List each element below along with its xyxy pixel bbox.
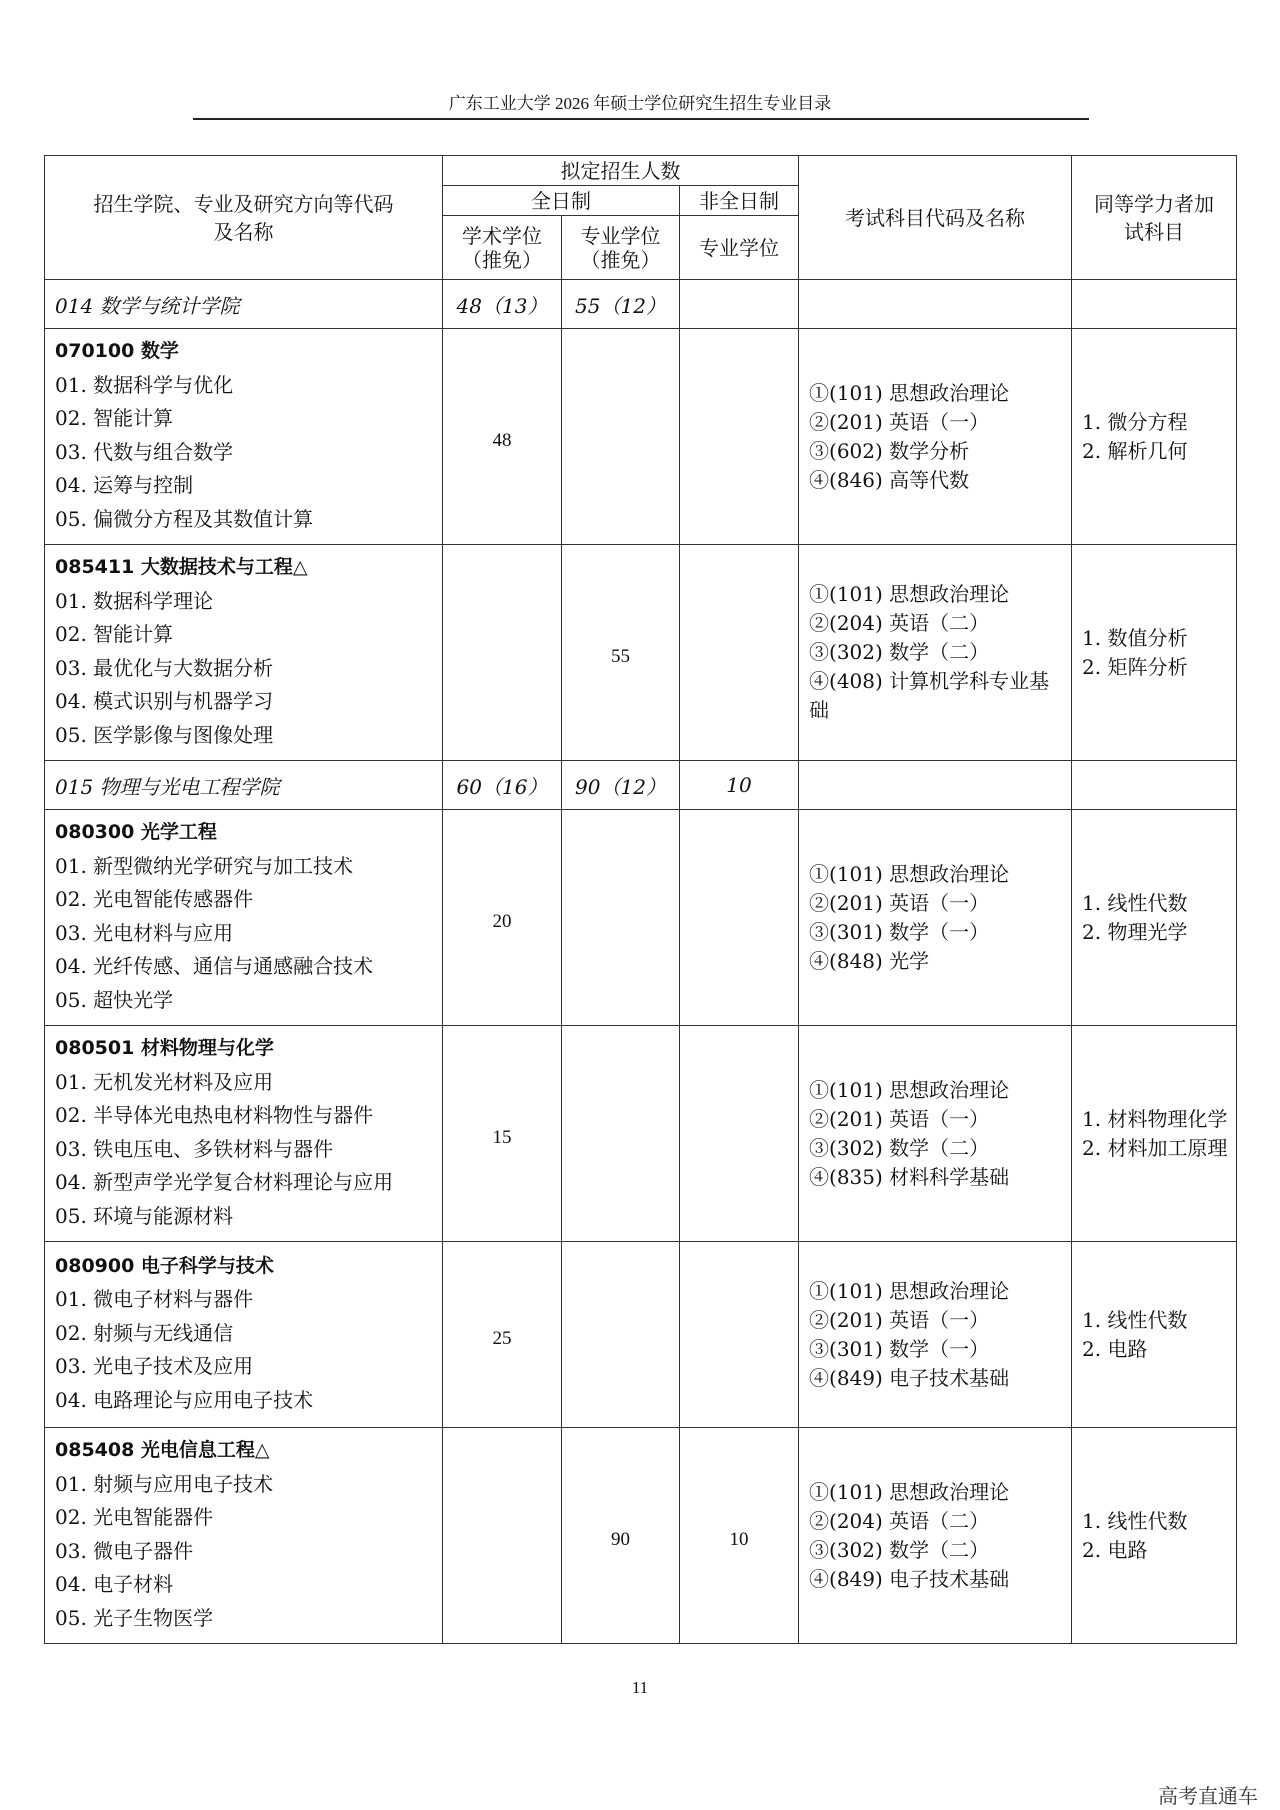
extra-column-header: 同等学力者加试科目: [1072, 156, 1237, 280]
extra-subjects: [1072, 1242, 1237, 1428]
research-direction: 04. 电子材料: [55, 1572, 174, 1596]
extra-subjects: [1072, 329, 1237, 545]
major-parttime-quota: [680, 545, 799, 761]
major-parttime-quota: [680, 329, 799, 545]
major-academic-quota: [443, 545, 562, 761]
major-academic-quota: [443, 1428, 562, 1644]
research-direction: 01. 数据科学理论: [55, 588, 214, 613]
research-direction: 04. 新型声学光学复合材料理论与应用: [55, 1170, 394, 1194]
college-academic-quota: 48（13）: [443, 280, 562, 329]
exam-subject: ①(101) 思想政治理论: [809, 1479, 1010, 1504]
exam-subject: ③(302) 数学（二）: [809, 1537, 990, 1562]
major-academic-quota: 48: [443, 329, 562, 545]
college-name: 015 物理与光电工程学院: [45, 761, 443, 810]
college-exam-empty: [799, 280, 1072, 329]
research-direction: 01. 无机发光材料及应用: [55, 1069, 274, 1094]
major-title: 085411 大数据技术与工程△: [55, 556, 308, 578]
exam-subjects: [799, 810, 1072, 1026]
research-direction: 02. 智能计算: [55, 622, 174, 646]
research-direction: 04. 模式识别与机器学习: [55, 689, 274, 713]
major-academic-quota: 15: [443, 1026, 562, 1242]
college-parttime-quota: [680, 280, 799, 329]
exam-subject: ①(101) 思想政治理论: [809, 861, 1010, 886]
exam-column-header: 考试科目代码及名称: [799, 156, 1072, 280]
extra-subject: 2. 电路: [1082, 1537, 1148, 1562]
fulltime-header: 全日制: [443, 186, 680, 216]
exam-subject: ①(101) 思想政治理论: [809, 582, 1010, 606]
exam-subject: ④(849) 电子技术基础: [809, 1365, 1010, 1390]
exam-subject: ③(302) 数学（二）: [809, 640, 990, 664]
major-professional-quota: [562, 1242, 680, 1428]
college-parttime-quota: 10: [680, 761, 799, 810]
watermark: 高考直通车: [1158, 1784, 1258, 1808]
major-title: 070100 数学: [55, 340, 179, 362]
research-direction: 03. 最优化与大数据分析: [55, 655, 274, 680]
research-direction: 05. 环境与能源材料: [55, 1203, 234, 1228]
header-rule: [193, 118, 1089, 120]
enrollment-table: [44, 155, 1237, 1644]
exam-subject: ④(408) 计算机学科专业基础: [809, 669, 1050, 722]
exam-subject: ②(201) 英语（一）: [809, 1307, 990, 1332]
college-exam-empty: [799, 761, 1072, 810]
page-header: 广东工业大学 2026 年硕士学位研究生招生专业目录: [448, 94, 832, 113]
college-extra-empty: [1072, 280, 1237, 329]
exam-subjects: [799, 1026, 1072, 1242]
extra-subjects: [1072, 1026, 1237, 1242]
research-direction: 02. 半导体光电热电材料物性与器件: [55, 1103, 374, 1127]
extra-subject: 1. 线性代数: [1082, 890, 1188, 915]
college-name: 014 数学与统计学院: [45, 280, 443, 329]
exam-subject: ④(849) 电子技术基础: [809, 1566, 1010, 1591]
college-extra-empty: [1072, 761, 1237, 810]
major-parttime-quota: [680, 1242, 799, 1428]
major-row: [45, 1242, 1237, 1428]
exam-subject: ③(301) 数学（一）: [809, 1336, 990, 1361]
research-direction: 04. 运筹与控制: [55, 473, 194, 497]
research-direction: 01. 微电子材料与器件: [55, 1287, 254, 1312]
research-direction: 02. 光电智能传感器件: [55, 887, 254, 911]
academic-degree-header: 学术学位（推免）: [443, 216, 562, 280]
research-direction: 04. 电路理论与应用电子技术: [55, 1387, 314, 1412]
major-title: 080501 材料物理与化学: [55, 1037, 274, 1059]
major-description: [45, 1242, 443, 1428]
exam-subject: ②(201) 英语（一）: [809, 409, 990, 434]
exam-subject: ①(101) 思想政治理论: [809, 1278, 1010, 1303]
quota-group-header: 拟定招生人数: [443, 156, 799, 186]
research-direction: 05. 超快光学: [55, 987, 174, 1012]
major-professional-quota: [562, 329, 680, 545]
college-row: [45, 280, 1237, 329]
research-direction: 01. 数据科学与优化: [55, 372, 234, 397]
research-direction: 05. 光子生物医学: [55, 1605, 214, 1630]
major-professional-quota: [562, 1026, 680, 1242]
extra-subject: 2. 解析几何: [1082, 438, 1188, 463]
exam-subject: ④(848) 光学: [809, 948, 930, 973]
major-row: [45, 329, 1237, 545]
exam-subject: ④(846) 高等代数: [809, 467, 970, 492]
extra-subject: 1. 线性代数: [1082, 1307, 1188, 1332]
exam-subject: ②(204) 英语（二）: [809, 611, 990, 635]
major-row: [45, 1428, 1237, 1644]
college-row: [45, 761, 1237, 810]
major-row: [45, 810, 1237, 1026]
major-description: [45, 545, 443, 761]
major-parttime-quota: 10: [680, 1428, 799, 1644]
extra-subjects: [1072, 810, 1237, 1026]
exam-subjects: [799, 545, 1072, 761]
parttime-header: 非全日制: [680, 186, 799, 216]
extra-subject: 1. 数值分析: [1082, 625, 1188, 650]
exam-subject: ①(101) 思想政治理论: [809, 1077, 1010, 1102]
major-description: [45, 810, 443, 1026]
extra-subject: 2. 材料加工原理: [1082, 1135, 1228, 1160]
major-professional-quota: 90: [562, 1428, 680, 1644]
college-academic-quota: 60（16）: [443, 761, 562, 810]
exam-subjects: [799, 1242, 1072, 1428]
research-direction: 03. 铁电压电、多铁材料与器件: [55, 1136, 334, 1161]
research-direction: 02. 智能计算: [55, 406, 174, 430]
research-direction: 03. 代数与组合数学: [55, 439, 234, 464]
major-description: [45, 1026, 443, 1242]
major-row: [45, 545, 1237, 761]
page-number: 11: [631, 1678, 649, 1697]
research-direction: 01. 新型微纳光学研究与加工技术: [55, 853, 354, 878]
exam-subject: ②(201) 英语（一）: [809, 890, 990, 915]
major-academic-quota: 20: [443, 810, 562, 1026]
extra-subject: 1. 材料物理化学: [1082, 1106, 1228, 1131]
major-column-header: 招生学院、专业及研究方向等代码及名称: [45, 156, 443, 280]
extra-subject: 1. 线性代数: [1082, 1508, 1188, 1533]
major-academic-quota: 25: [443, 1242, 562, 1428]
research-direction: 05. 医学影像与图像处理: [55, 722, 274, 747]
exam-subject: ④(835) 材料科学基础: [809, 1164, 1010, 1189]
exam-subjects: [799, 329, 1072, 545]
major-title: 080300 光学工程: [55, 821, 217, 843]
major-description: [45, 329, 443, 545]
research-direction: 03. 微电子器件: [55, 1538, 194, 1563]
major-parttime-quota: [680, 1026, 799, 1242]
major-professional-quota: 55: [562, 545, 680, 761]
major-title: 080900 电子科学与技术: [55, 1254, 274, 1277]
professional-degree-header: 专业学位（推免）: [562, 216, 680, 280]
major-professional-quota: [562, 810, 680, 1026]
exam-subject: ③(602) 数学分析: [809, 438, 970, 463]
extra-subject: 1. 微分方程: [1082, 409, 1188, 434]
major-description: [45, 1428, 443, 1644]
extra-subject: 2. 电路: [1082, 1336, 1148, 1361]
extra-subjects: [1072, 1428, 1237, 1644]
research-direction: 05. 偏微分方程及其数值计算: [55, 506, 314, 531]
research-direction: 03. 光电材料与应用: [55, 920, 234, 945]
exam-subject: ①(101) 思想政治理论: [809, 380, 1010, 405]
research-direction: 01. 射频与应用电子技术: [55, 1471, 274, 1496]
exam-subject: ②(204) 英语（二）: [809, 1508, 990, 1533]
college-professional-quota: 90（12）: [562, 761, 680, 810]
major-parttime-quota: [680, 810, 799, 1026]
major-title: 085408 光电信息工程△: [55, 1439, 270, 1461]
research-direction: 02. 光电智能器件: [55, 1505, 214, 1529]
exam-subject: ③(302) 数学（二）: [809, 1135, 990, 1160]
major-row: [45, 1026, 1237, 1242]
research-direction: 04. 光纤传感、通信与通感融合技术: [55, 954, 374, 978]
research-direction: 02. 射频与无线通信: [55, 1320, 234, 1345]
parttime-professional-header: 专业学位: [680, 216, 799, 280]
exam-subject: ③(301) 数学（一）: [809, 919, 990, 944]
research-direction: 03. 光电子技术及应用: [55, 1354, 254, 1379]
college-professional-quota: 55（12）: [562, 280, 680, 329]
exam-subject: ②(201) 英语（一）: [809, 1106, 990, 1131]
extra-subject: 2. 矩阵分析: [1082, 654, 1188, 679]
extra-subject: 2. 物理光学: [1082, 919, 1188, 944]
exam-subjects: [799, 1428, 1072, 1644]
extra-subjects: [1072, 545, 1237, 761]
